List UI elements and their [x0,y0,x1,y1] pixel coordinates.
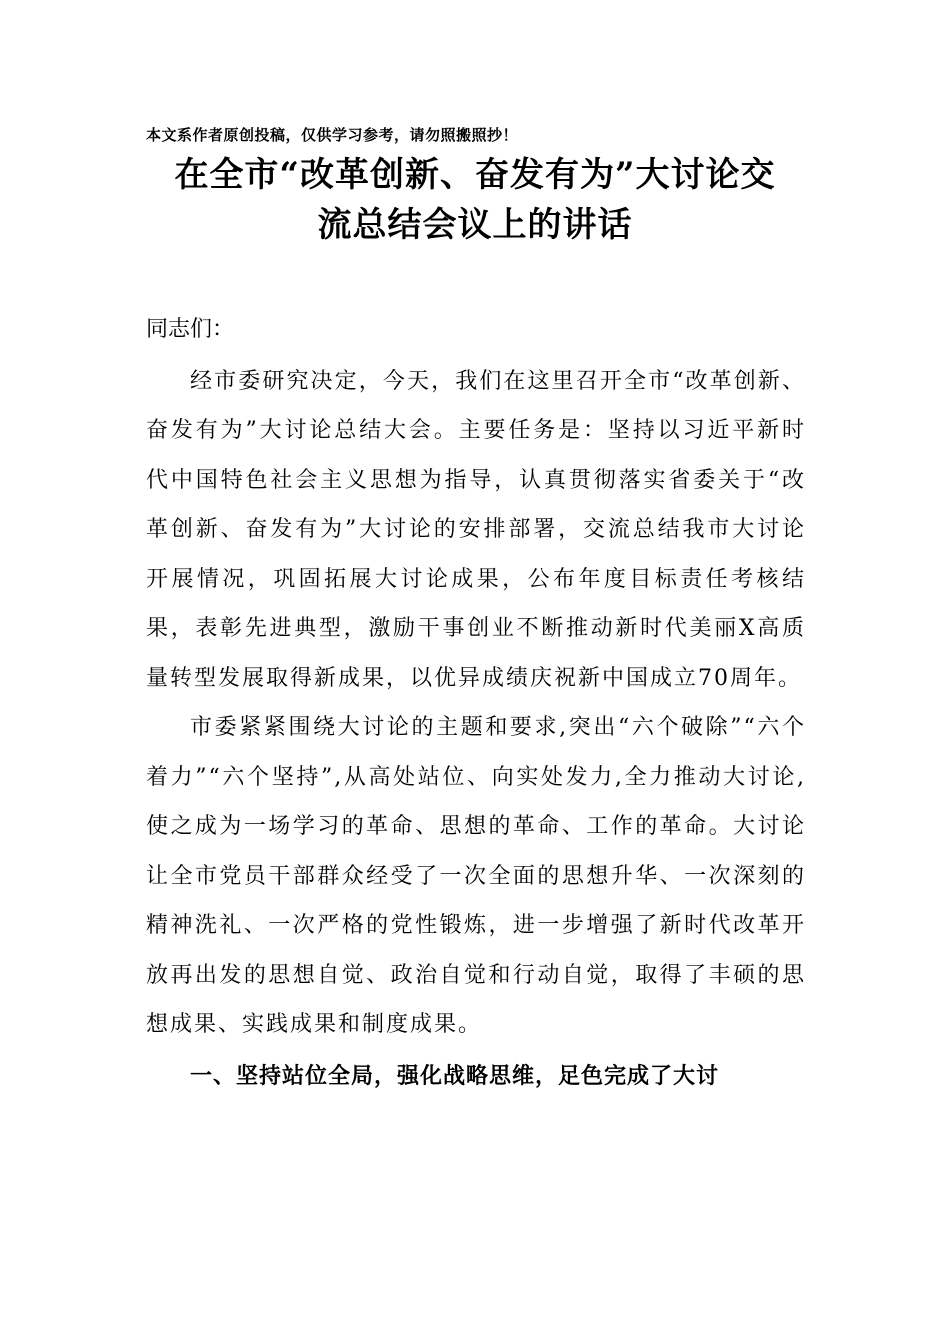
document-body [146,305,806,1101]
section-heading: 一、坚持站位全局，强化战略思维，足色完成了大讨 [190,1063,720,1089]
document-title-line-1: 在全市“改革创新、奋发有为”大讨论交 [174,155,776,195]
body-paragraph: 市委紧紧围绕大讨论的主题和要求,突出“六个破除”“六个着力”“六个坚持”,从高处站位、向实处发力,全力推动大讨论,使之成为一场学习的革命、思想的革命、工作的革命。大讨论让全市党员干部群众经受了一次全面的思想升华、一次深刻的精神洗礼、一次严格的党性锻炼，进一步增强了新时代改革开放再出发的思想自觉、政治自觉和行动自觉，取得了丰硕的思想成果、实践成果和制度成果。 [146,715,806,1037]
copyright-notice: 本文系作者原创投稿，仅供学习参考，请勿照搬照抄！ [146,126,519,144]
body-paragraph: 经市委研究决定，今天，我们在这里召开全市“改革创新、奋发有为”大讨论总结大会。主要任务是：坚持以习近平新时代中国特色社会主义思想为指导，认真贯彻落实省委关于“改革创新、奋发有为”大讨论的安排部署，交流总结我市大讨论开展情况，巩固拓展大讨论成果，公布年度目标责任考核结果，表彰先进典型，激励干事创业不断推动新时代美丽X高质量转型发展取得新成果，以优异成绩庆祝新中国成立70周年。 [146,368,806,691]
document-title-line-2: 流总结会议上的讲话 [317,205,633,245]
salutation: 同志们： [146,317,235,342]
